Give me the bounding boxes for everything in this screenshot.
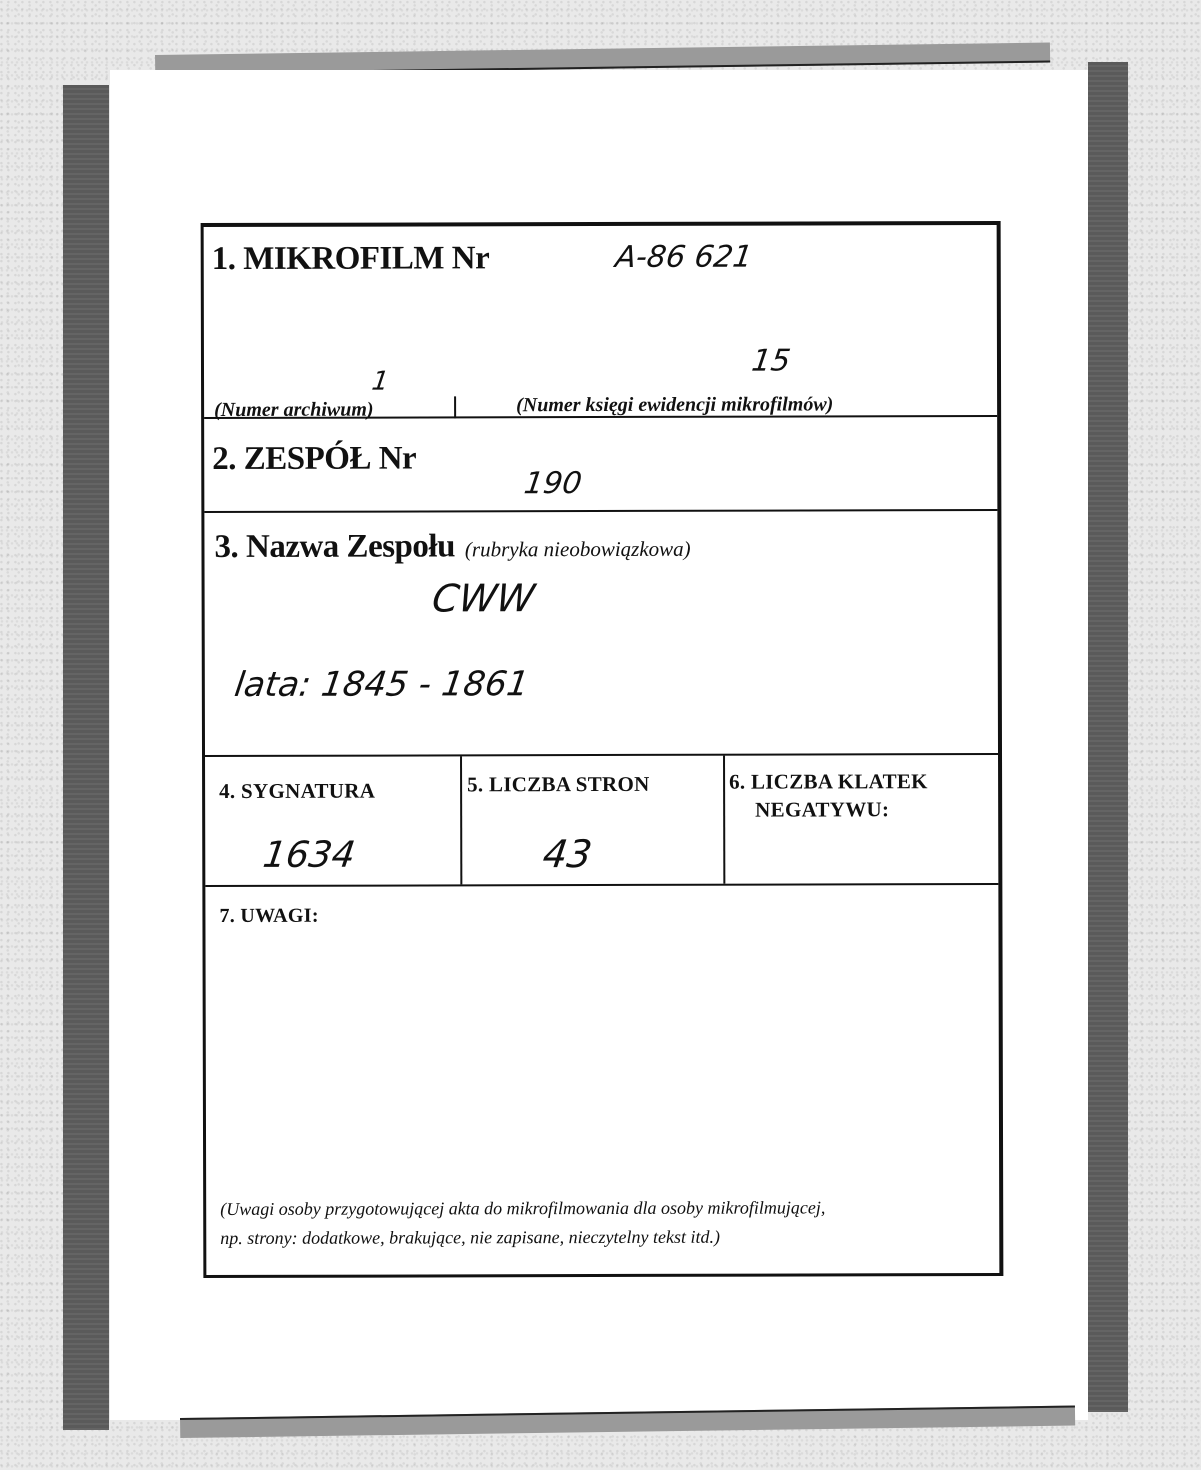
scan-edge-left — [63, 85, 109, 1430]
fonds-years-handwritten: lata: 1845 - 1861 — [232, 664, 532, 705]
fonds-name-label: 3. Nazwa Zespołu — [214, 528, 455, 566]
signature-label: 4. SYGNATURA — [219, 778, 376, 804]
remarks-instruction-line1: (Uwagi osoby przygotowującej akta do mikrofilmowania dla osoby mikrofilmującej, — [220, 1197, 826, 1220]
page-count-handwritten: 43 — [540, 832, 595, 877]
column-divider-2 — [723, 756, 725, 884]
column-divider-1 — [460, 756, 462, 884]
register-number-caption: (Numer księgi ewidencji mikrofilmów) — [516, 393, 834, 417]
register-number-handwritten: 15 — [749, 343, 793, 379]
microfilm-form — [201, 221, 1004, 1278]
microfilm-number-handwritten: A-86 621 — [613, 239, 755, 275]
signature-handwritten: 1634 — [260, 834, 358, 876]
section-microfilm-number — [204, 225, 997, 422]
section-remarks — [205, 885, 999, 1275]
page-count-label: 5. LICZBA STRON — [467, 771, 650, 797]
caption-divider — [454, 396, 456, 418]
scan-edge-right — [1088, 62, 1128, 1412]
fonds-number-handwritten: 190 — [521, 466, 584, 502]
fonds-name-handwritten: CWW — [429, 576, 538, 621]
section-details — [205, 755, 998, 887]
archive-number-handwritten: 1 — [369, 366, 391, 397]
remarks-label: 7. UWAGI: — [219, 904, 319, 928]
negative-frames-label-line1: 6. LICZBA KLATEK — [729, 769, 928, 794]
section-fonds-name — [204, 511, 998, 757]
microfilm-label: 1. MIKROFILM Nr — [211, 240, 490, 278]
remarks-instruction-line2: np. strony: dodatkowe, brakujące, nie zapisane, nieczytelny tekst itd.) — [220, 1226, 721, 1249]
section-fonds-number — [204, 417, 997, 513]
fonds-number-label: 2. ZESPÓŁ Nr — [212, 440, 417, 478]
fonds-name-note: (rubryka nieobowiązkowa) — [464, 536, 691, 562]
archive-number-caption: (Numer archiwum) — [214, 398, 374, 422]
negative-frames-label-line2: NEGATYWU: — [755, 797, 890, 822]
